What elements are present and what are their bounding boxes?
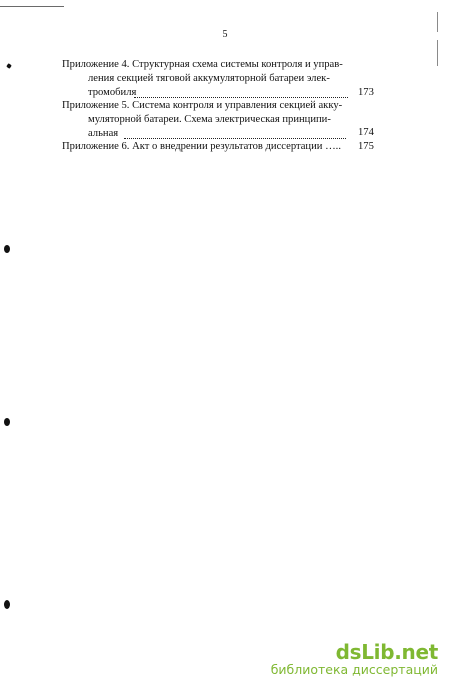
- toc-entry-line: муляторной батареи. Схема электрическая принципи-: [88, 114, 331, 125]
- watermark-logo: dsLib.net: [335, 640, 438, 664]
- toc-page-number: 174: [358, 127, 374, 138]
- binder-hole-mark: [4, 600, 10, 609]
- toc-entry-line: Приложение 4. Структурная схема системы контроля и управ-: [62, 59, 343, 70]
- toc-entry-line: Приложение 6. Акт о внедрении результатов диссертации …..: [62, 141, 341, 152]
- toc-entry-line: альная: [88, 128, 119, 139]
- toc-entry-line: ления секцией тяговой аккумуляторной батареи элек-: [88, 73, 330, 84]
- toc-entry-line: Приложение 5. Система контроля и управления секцией акку-: [62, 100, 343, 111]
- binder-hole-mark: [4, 418, 10, 426]
- toc-entry-line: тромобиля: [88, 87, 137, 98]
- scan-edge-mark: [437, 40, 438, 66]
- scan-edge-line: [0, 6, 64, 7]
- dot-leader: [134, 96, 348, 98]
- toc-page-number: 173: [358, 87, 374, 98]
- page-number: 5: [222, 29, 228, 40]
- binder-hole-mark: [4, 245, 10, 253]
- scan-speck: [6, 63, 12, 69]
- watermark-tagline: библиотека диссертаций: [270, 662, 438, 677]
- dot-leader: [124, 137, 346, 139]
- toc-page-number: 175: [358, 141, 374, 152]
